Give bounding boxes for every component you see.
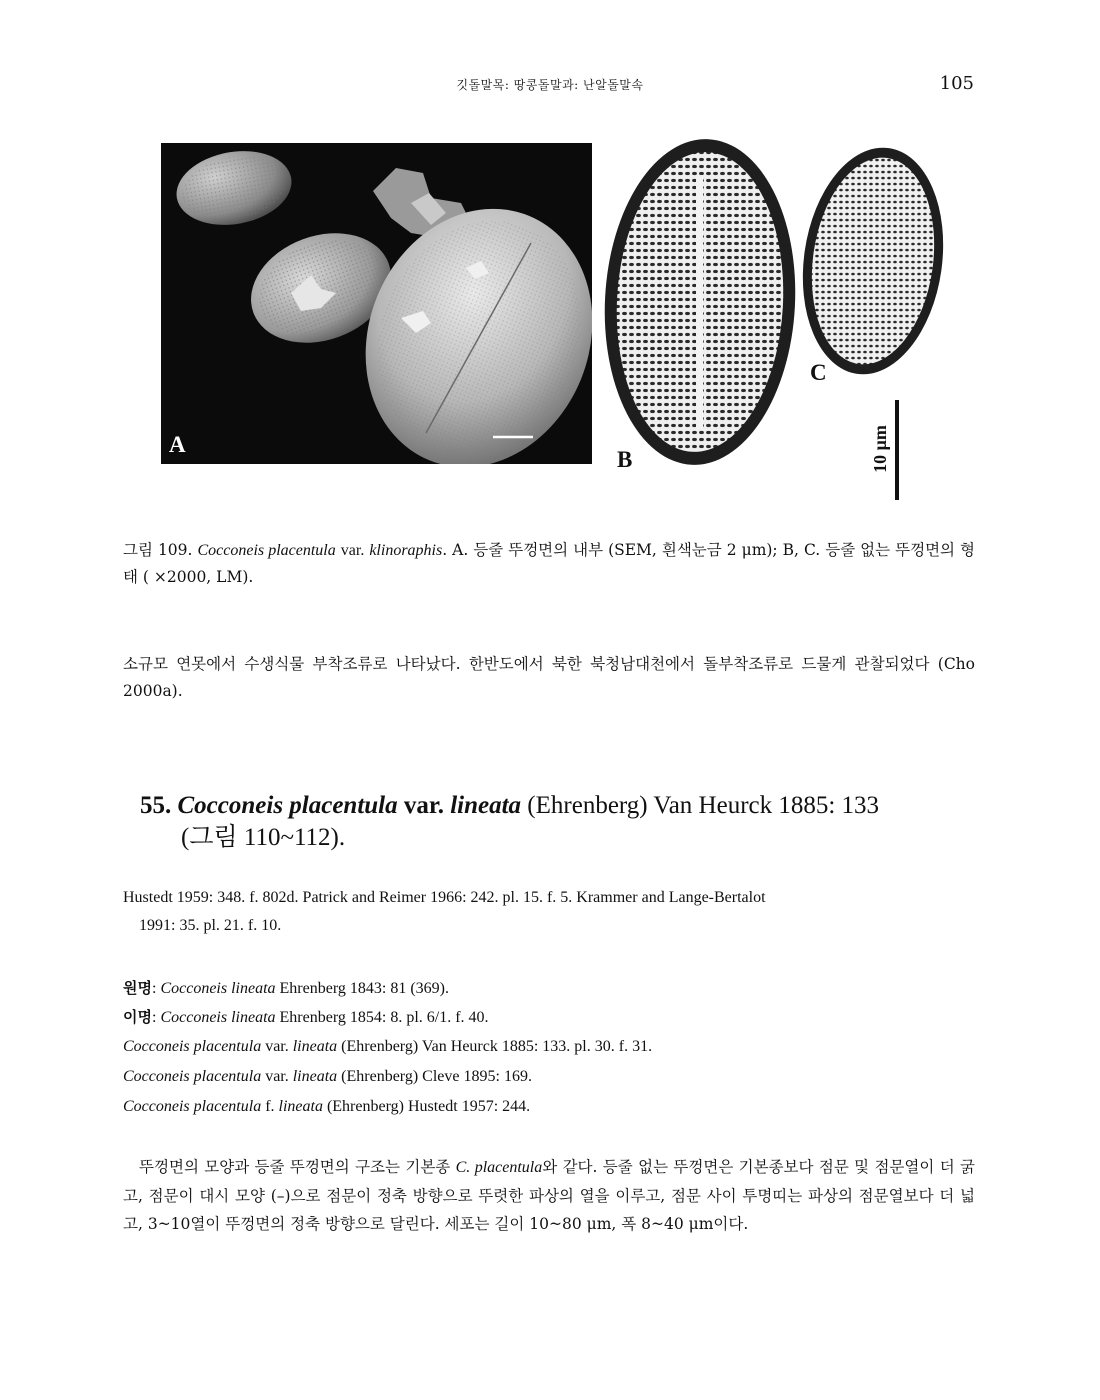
lm-valve-b xyxy=(600,135,800,470)
description-paragraph: 뚜껑면의 모양과 등줄 뚜껑면의 구조는 기본종 C. placentula와 같다. 등줄 없는 뚜껑면은 기본종보다 점문 및 점문열이 더 굵고, 점문이 대시 모양 (–)으로 점문이 정축 방향으로 뚜렷한 파상의 열을 이루고, 점문 사이 투명띠는 파상의 점문열보다 더 넓고, 3~10열이 뚜껑면의 정축 방향으로 달린다. 세포는 길이 10~80 μm, 폭 8~40 μm이다. xyxy=(123,1158,975,1233)
caption-var: var. xyxy=(340,542,365,559)
synonym-line: Cocconeis placentula var. lineata (Ehrenberg) Van Heurck 1885: 133. pl. 30. f. 31. xyxy=(123,1038,653,1055)
panel-label-b: B xyxy=(617,447,633,472)
figure-panel-c-lm-image xyxy=(802,145,945,378)
section-taxon: Cocconeis placentula xyxy=(177,792,398,819)
section-variety: lineata xyxy=(450,792,522,819)
section-var: var. xyxy=(403,792,444,819)
figure-caption xyxy=(123,537,975,591)
panel-label-c: C xyxy=(810,360,827,385)
panel-label-a: A xyxy=(169,432,186,457)
lm-valve-c xyxy=(802,145,945,378)
figure-panel-b-lm-image xyxy=(600,135,800,470)
page-number: 105 xyxy=(939,73,974,94)
running-header: 깃돌말목: 땅콩돌말과: 난알돌말속 xyxy=(456,78,644,92)
references-line-2: 1991: 35. pl. 21. f. 10. xyxy=(139,917,282,934)
section-author: (Ehrenberg) Van Heurck 1885: 133 xyxy=(527,792,880,819)
section-figure-reference: (그림 110~112). xyxy=(181,824,346,851)
distribution-paragraph: 소규모 연못에서 수생식물 부착조류로 나타났다. 한반도에서 북한 북청남대천에서 돌부착조류로 드물게 관찰되었다 (Cho 2000a). xyxy=(123,655,975,700)
section-number: 55. xyxy=(140,792,172,819)
caption-text: . A. 등줄 뚜껑면의 내부 (SEM, 흰색눈금 2 μm); B, C. 등줄 없는 뚜껑면의 형태 ( ×2000, LM). xyxy=(123,541,975,586)
synonym-line: Cocconeis placentula f. lineata (Ehrenberg) Hustedt 1957: 244. xyxy=(123,1098,531,1115)
references-line-1: Hustedt 1959: 348. f. 802d. Patrick and Reimer 1966: 242. pl. 15. f. 5. Krammer and Lange-Bertalot xyxy=(123,889,766,906)
synonym-line: 원명: Cocconeis lineata Ehrenberg 1843: 81 (369). xyxy=(123,979,449,997)
figure-panel-a-sem-image xyxy=(161,143,592,464)
caption-variety: klinoraphis xyxy=(369,542,443,559)
synonym-line: Cocconeis placentula var. lineata (Ehrenberg) Cleve 1895: 169. xyxy=(123,1068,532,1085)
scale-bar-label: 10 μm xyxy=(870,425,890,473)
caption-species: Cocconeis placentula xyxy=(197,542,336,559)
caption-label: 그림 109. xyxy=(123,541,193,559)
synonym-line: 이명: Cocconeis lineata Ehrenberg 1854: 8. pl. 6/1. f. 40. xyxy=(123,1008,489,1026)
references xyxy=(123,884,975,940)
sem-micrograph xyxy=(161,143,592,464)
section-heading xyxy=(140,790,970,854)
